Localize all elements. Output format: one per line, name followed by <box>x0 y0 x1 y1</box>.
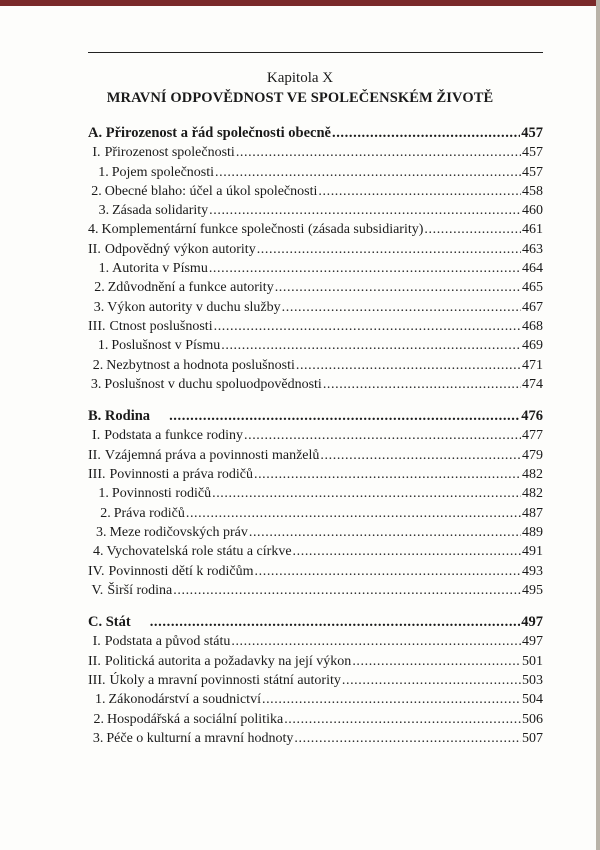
toc-leader-dots <box>262 690 521 709</box>
toc-leader-dots <box>275 278 521 297</box>
toc-entry-row <box>88 426 543 445</box>
header-rule <box>88 52 543 53</box>
toc-page-number: 477 <box>522 428 543 444</box>
toc-entry-title: Povinnosti dětí k rodičům <box>108 563 254 579</box>
toc-leader-dots <box>209 259 521 278</box>
toc-entry-row <box>88 465 543 484</box>
toc-page-number: 506 <box>522 711 543 727</box>
toc-entry-number: 1. <box>95 692 106 708</box>
toc-entry-title: Širší rodina <box>107 582 173 598</box>
toc-entry-title: Zákonodárství a soudnictví <box>108 692 261 708</box>
toc-entry-row <box>88 240 543 259</box>
toc-page-number: 469 <box>522 338 543 354</box>
toc-entry-number: V. <box>91 582 104 598</box>
toc-section-row <box>88 407 543 426</box>
toc-leader-dots <box>186 504 521 523</box>
toc-entry-title: Vzájemná práva a povinnosti manželů <box>104 447 320 463</box>
toc-leader-dots <box>323 375 521 394</box>
toc-entry-row <box>88 729 543 748</box>
toc-entry-row <box>88 163 543 182</box>
toc-leader-dots <box>221 336 521 355</box>
toc-entry-number: III. <box>88 673 106 689</box>
toc-entry-title: Úkoly a mravní povinnosti státní autority <box>109 673 341 689</box>
toc-leader-dots <box>255 562 521 581</box>
toc-entry-number: I. <box>92 428 101 444</box>
toc-entry-row <box>88 484 543 503</box>
toc-page-number: 504 <box>522 692 543 708</box>
toc-leader-dots <box>320 446 521 465</box>
toc-entry-number: 3. <box>90 376 102 392</box>
toc-entry-number: 2. <box>93 711 105 727</box>
toc-entry-title: Povinnosti rodičů <box>111 486 212 502</box>
toc-leader-dots <box>214 317 521 336</box>
toc-entry-title: Zásada solidarity <box>112 203 209 219</box>
toc-entry-row <box>88 278 543 297</box>
toc-leader-dots <box>209 201 521 220</box>
toc-page-number: 457 <box>522 145 543 161</box>
toc-entry-title: Poslušnost v Písmu <box>111 338 221 354</box>
toc-leader-dots <box>169 407 520 426</box>
toc-entry-title: Autorita v Písmu <box>112 261 208 277</box>
page-right-edge <box>596 0 600 850</box>
toc-page-number: 468 <box>522 318 543 334</box>
toc-page-number: 497 <box>522 634 543 650</box>
toc-entry-row <box>88 542 543 561</box>
toc-entry-number: II. <box>88 241 101 257</box>
toc-entry-title: Výkon autority v duchu služby <box>107 299 281 315</box>
toc-entry-title: Zdůvodnění a funkce autority <box>107 280 274 296</box>
toc-leader-dots <box>254 465 521 484</box>
toc-page-number: 495 <box>522 582 543 598</box>
toc-page-number: 467 <box>522 299 543 315</box>
toc-page-number: 507 <box>522 730 543 746</box>
toc-spacer <box>88 600 543 613</box>
toc-leader-dots <box>318 182 521 201</box>
toc-entry-title: Nezbytnost a hodnota poslušnosti <box>106 357 295 373</box>
toc-entry-title: Pojem společnosti <box>111 164 215 180</box>
toc-leader-dots <box>244 426 521 445</box>
toc-entry-title: Ctnost poslušnosti <box>109 318 213 334</box>
toc-entry-row <box>88 652 543 671</box>
toc-entry-title: Hospodářská a sociální politika <box>107 711 284 727</box>
toc-entry-title: Obecné blaho: účel a úkol společnosti <box>104 183 318 199</box>
toc-entry-row <box>88 259 543 278</box>
toc-leader-dots <box>231 632 521 651</box>
toc-page-number: 479 <box>522 447 543 463</box>
toc-entry-number: 1. <box>98 261 110 277</box>
toc-entry-number: 3. <box>93 299 105 315</box>
toc-page-number: 465 <box>522 280 543 296</box>
table-of-contents <box>88 124 543 748</box>
toc-entry-number: I. <box>92 145 101 161</box>
toc-entry-number: 2. <box>100 505 111 521</box>
toc-entry-number: 3. <box>98 203 110 219</box>
toc-entry-number: II. <box>88 447 101 463</box>
toc-page-number: 482 <box>522 486 543 502</box>
toc-page-number: 458 <box>522 183 543 199</box>
toc-page-number: 482 <box>522 467 543 483</box>
toc-entry-row <box>88 710 543 729</box>
toc-entry-row <box>88 523 543 542</box>
toc-page-number: 476 <box>521 408 543 425</box>
toc-entry-number: 1. <box>98 164 109 180</box>
toc-page-number: 491 <box>522 544 543 560</box>
toc-leader-dots <box>296 356 521 375</box>
toc-page-number: 493 <box>522 563 543 579</box>
toc-spacer <box>88 394 543 407</box>
toc-entry-number: 2. <box>94 280 105 296</box>
toc-entry-title: Vychovatelská role státu a církve <box>106 544 292 560</box>
toc-entry-title: Práva rodičů <box>113 505 185 521</box>
toc-entry-row <box>88 182 543 201</box>
toc-entry-row <box>88 632 543 651</box>
toc-entry-row <box>88 336 543 355</box>
toc-leader-dots <box>293 542 521 561</box>
toc-entry-number: II. <box>88 653 101 669</box>
toc-entry-title: Komplementární funkce společnosti (zásada subsidiarity) <box>101 222 424 238</box>
toc-leader-dots <box>257 240 521 259</box>
toc-entry-row <box>88 201 543 220</box>
toc-entry-number: 1. <box>97 338 109 354</box>
toc-entry-title: Přirozenost společnosti <box>104 145 235 161</box>
toc-entry-number: 4. <box>92 544 104 560</box>
toc-entry-title: Podstata a původ státu <box>104 634 231 650</box>
toc-leader-dots <box>424 220 521 239</box>
toc-entry-title: Podstata a funkce rodiny <box>104 428 243 444</box>
toc-page-number: 474 <box>522 376 543 392</box>
toc-page-number: 487 <box>522 505 543 521</box>
toc-page-number: 463 <box>522 241 543 257</box>
toc-leader-dots <box>150 613 521 632</box>
toc-leader-dots <box>173 581 521 600</box>
toc-section-row <box>88 613 543 632</box>
toc-page-number: 464 <box>522 261 543 277</box>
toc-entry-number: 4. <box>88 222 99 238</box>
toc-entry-row <box>88 220 543 239</box>
toc-entry-title: Politická autorita a požadavky na její výkon <box>104 653 352 669</box>
toc-entry-row <box>88 143 543 162</box>
toc-leader-dots <box>282 298 521 317</box>
toc-section-row <box>88 124 543 143</box>
toc-entry-title: Odpovědný výkon autority <box>104 241 256 257</box>
toc-entry-number: III. <box>88 318 106 334</box>
toc-entry-number: III. <box>88 467 106 483</box>
toc-leader-dots <box>284 710 521 729</box>
toc-entry-row <box>88 671 543 690</box>
toc-entry-row <box>88 446 543 465</box>
toc-page-number: 503 <box>522 673 543 689</box>
toc-entry-number: I. <box>92 634 101 650</box>
toc-entry-row <box>88 562 543 581</box>
toc-page-number: 457 <box>522 164 543 180</box>
toc-entry-number: 3. <box>92 730 104 746</box>
chapter-title: MRAVNÍ ODPOVĚDNOST VE SPOLEČENSKÉM ŽIVOTĚ <box>106 90 494 106</box>
toc-entry-title: Meze rodičovských práv <box>109 524 248 540</box>
toc-entry-number: 1. <box>98 486 109 502</box>
toc-entry-title: Povinnosti a práva rodičů <box>109 467 253 483</box>
toc-leader-dots <box>342 671 521 690</box>
toc-page-number: 501 <box>522 653 543 669</box>
chapter-label: Kapitola X <box>266 70 334 86</box>
toc-entry-title: B. Rodina <box>88 408 151 425</box>
toc-entry-title: Péče o kulturní a mravní hodnoty <box>106 730 294 746</box>
toc-entry-row <box>88 317 543 336</box>
toc-page-number: 489 <box>522 524 543 540</box>
toc-leader-dots <box>352 652 521 671</box>
toc-leader-dots <box>212 484 521 503</box>
toc-entry-title: Poslušnost v duchu spoluodpovědnosti <box>104 376 322 392</box>
toc-page-number: 460 <box>522 203 543 219</box>
toc-leader-dots <box>249 523 521 542</box>
toc-entry-number: 3. <box>95 524 107 540</box>
toc-page-number: 457 <box>521 125 543 141</box>
toc-entry-row <box>88 581 543 600</box>
toc-page-number: 497 <box>521 614 543 631</box>
toc-entry-row <box>88 375 543 394</box>
toc-leader-dots <box>332 124 520 143</box>
toc-entry-row <box>88 504 543 523</box>
page-top-edge <box>0 0 600 6</box>
toc-leader-dots <box>236 143 521 162</box>
toc-page-number: 461 <box>522 222 543 238</box>
toc-leader-dots <box>215 163 521 182</box>
toc-entry-number: IV. <box>88 563 105 579</box>
toc-entry-row <box>88 356 543 375</box>
toc-page-number: 471 <box>522 357 543 373</box>
toc-entry-title: C. Stát <box>88 614 131 631</box>
toc-entry-number: 2. <box>92 357 104 373</box>
toc-entry-title: A. Přirozenost a řád společnosti obecně <box>88 125 331 141</box>
toc-leader-dots <box>294 729 521 748</box>
toc-entry-row <box>88 298 543 317</box>
toc-entry-row <box>88 690 543 709</box>
toc-entry-number: 2. <box>91 183 102 199</box>
